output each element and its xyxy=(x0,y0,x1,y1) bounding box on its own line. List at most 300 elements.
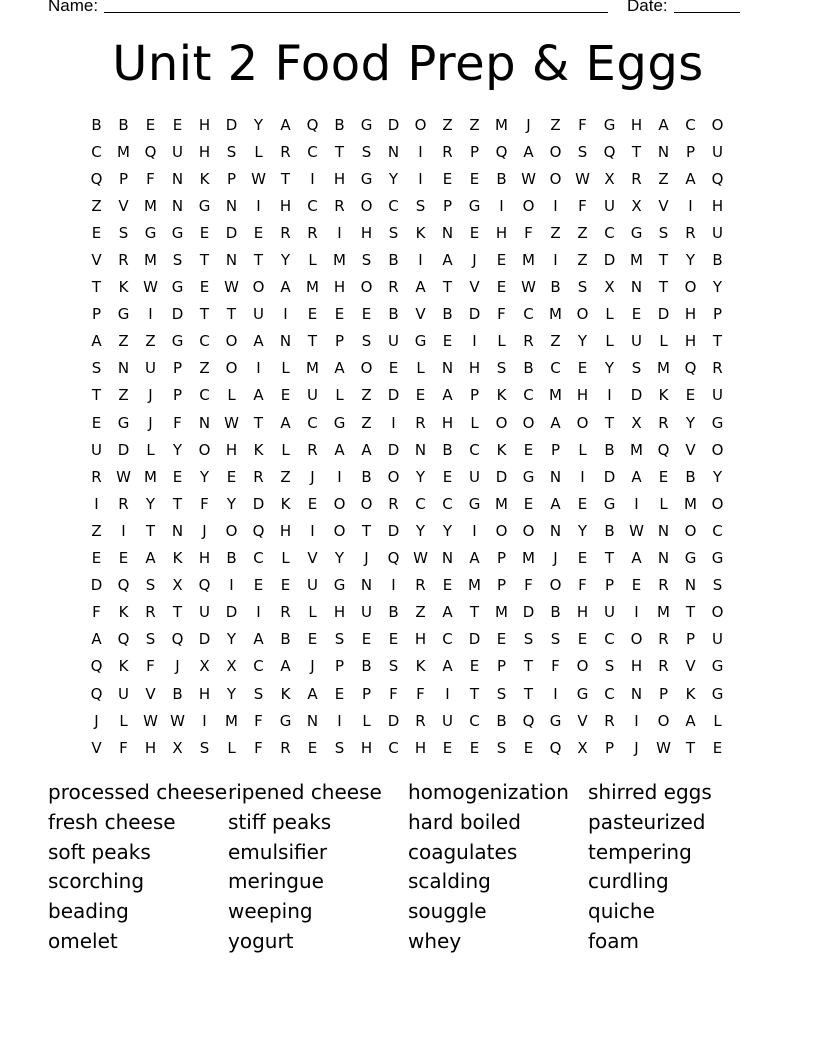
grid-letter: A xyxy=(253,386,264,405)
word-bank-item: meringue xyxy=(228,869,324,894)
grid-letter: D xyxy=(225,223,238,242)
grid-letter: I xyxy=(418,142,423,161)
grid-letter: B xyxy=(361,467,372,486)
word-bank-item: foam xyxy=(588,928,640,953)
grid-letter: E xyxy=(496,630,507,649)
grid-row xyxy=(83,436,731,463)
grid-letter: R xyxy=(604,711,615,730)
grid-letter: F xyxy=(92,603,101,622)
grid-letter: G xyxy=(549,711,562,730)
grid-letter: U xyxy=(712,386,723,405)
grid-letter: P xyxy=(604,738,615,757)
grid-letter: R xyxy=(658,413,669,432)
grid-letter: T xyxy=(685,738,696,757)
grid-letter: G xyxy=(684,549,697,568)
grid-letter: Q xyxy=(117,630,130,649)
grid-letter: L xyxy=(659,494,668,513)
grid-letter: E xyxy=(226,467,237,486)
grid-letter: I xyxy=(256,359,261,378)
grid-letter: F xyxy=(578,576,587,595)
grid-letter: O xyxy=(198,440,211,459)
grid-letter: C xyxy=(307,142,318,161)
grid-letter: L xyxy=(713,711,722,730)
grid-letter: E xyxy=(334,305,345,324)
grid-letter: C xyxy=(199,332,210,351)
grid-letter: B xyxy=(712,251,723,270)
grid-letter: P xyxy=(604,576,615,595)
grid-letter: A xyxy=(631,549,642,568)
grid-letter: O xyxy=(333,521,346,540)
grid-letter: B xyxy=(442,440,453,459)
word-bank-item: fresh cheese xyxy=(48,809,176,834)
grid-letter: B xyxy=(388,251,399,270)
grid-letter: O xyxy=(495,413,508,432)
grid-letter: R xyxy=(523,332,534,351)
grid-letter: G xyxy=(711,549,724,568)
grid-letter: O xyxy=(252,278,265,297)
grid-letter: F xyxy=(119,738,128,757)
grid-letter: L xyxy=(659,332,668,351)
grid-letter: S xyxy=(604,657,615,676)
grid-letter: F xyxy=(524,223,533,242)
grid-letter: F xyxy=(416,684,425,703)
grid-letter: P xyxy=(712,305,723,324)
grid-letter: V xyxy=(658,196,669,215)
grid-letter: Q xyxy=(252,521,265,540)
grid-letter: R xyxy=(388,494,399,513)
grid-letter: G xyxy=(468,196,481,215)
grid-letter: A xyxy=(253,332,264,351)
grid-letter: H xyxy=(684,332,697,351)
grid-letter: T xyxy=(145,521,156,540)
grid-letter: R xyxy=(388,278,399,297)
grid-letter: O xyxy=(333,494,346,513)
grid-letter: Z xyxy=(91,196,102,215)
word-bank-item: omelet xyxy=(48,928,118,953)
grid-letter: P xyxy=(172,359,183,378)
grid-letter: M xyxy=(495,115,508,134)
grid-letter: L xyxy=(227,386,236,405)
grid-letter: J xyxy=(364,549,369,568)
grid-letter: Q xyxy=(171,630,184,649)
grid-letter: C xyxy=(604,223,615,242)
grid-letter: M xyxy=(495,494,508,513)
grid-letter: J xyxy=(310,657,315,676)
grid-letter: W xyxy=(224,278,239,297)
grid-letter: U xyxy=(145,359,156,378)
grid-letter: D xyxy=(468,305,481,324)
name-blank-line xyxy=(104,12,608,13)
grid-letter: C xyxy=(550,359,561,378)
grid-letter: O xyxy=(225,359,238,378)
grid-letter: E xyxy=(361,630,372,649)
grid-letter: J xyxy=(553,549,558,568)
grid-letter: Z xyxy=(361,386,372,405)
grid-letter: I xyxy=(283,305,288,324)
grid-letter: S xyxy=(145,576,156,595)
grid-letter: D xyxy=(252,494,265,513)
grid-letter: D xyxy=(495,467,508,486)
grid-letter: B xyxy=(604,521,615,540)
grid-letter: E xyxy=(442,332,453,351)
grid-letter: L xyxy=(605,305,614,324)
grid-letter: P xyxy=(496,576,507,595)
grid-row xyxy=(83,517,731,544)
grid-letter: I xyxy=(634,603,639,622)
grid-row xyxy=(83,545,731,572)
grid-letter: S xyxy=(334,630,345,649)
grid-letter: K xyxy=(280,494,291,513)
grid-letter: E xyxy=(577,359,588,378)
grid-letter: D xyxy=(171,305,184,324)
grid-letter: O xyxy=(576,657,589,676)
grid-letter: R xyxy=(91,467,102,486)
grid-letter: G xyxy=(576,684,589,703)
grid-letter: X xyxy=(631,413,642,432)
grid-letter: Y xyxy=(334,549,345,568)
grid-letter: S xyxy=(361,332,372,351)
grid-letter: G xyxy=(360,169,373,188)
grid-letter: C xyxy=(253,657,264,676)
grid-letter: R xyxy=(253,467,264,486)
grid-letter: L xyxy=(227,738,236,757)
grid-row xyxy=(83,382,731,409)
grid-letter: H xyxy=(414,738,427,757)
grid-letter: G xyxy=(171,278,184,297)
grid-letter: K xyxy=(415,223,426,242)
grid-letter: B xyxy=(442,305,453,324)
grid-letter: D xyxy=(603,251,616,270)
grid-letter: Q xyxy=(657,440,670,459)
grid-letter: S xyxy=(334,738,345,757)
grid-row xyxy=(83,219,731,246)
grid-letter: Z xyxy=(280,467,291,486)
grid-letter: B xyxy=(334,115,345,134)
word-bank xyxy=(48,778,788,957)
grid-letter: H xyxy=(144,738,157,757)
grid-letter: H xyxy=(198,684,211,703)
grid-row xyxy=(83,680,731,707)
grid-letter: C xyxy=(523,305,534,324)
grid-letter: O xyxy=(495,521,508,540)
grid-letter: Q xyxy=(306,115,319,134)
grid-letter: K xyxy=(172,549,183,568)
grid-letter: B xyxy=(496,169,507,188)
grid-letter: T xyxy=(280,169,291,188)
grid-letter: S xyxy=(145,630,156,649)
grid-letter: Z xyxy=(361,413,372,432)
grid-letter: R xyxy=(334,196,345,215)
grid-letter: R xyxy=(280,223,291,242)
grid-row xyxy=(83,490,731,517)
grid-letter: S xyxy=(577,278,588,297)
grid-letter: T xyxy=(604,549,615,568)
grid-letter: V xyxy=(577,711,588,730)
grid-letter: W xyxy=(656,738,671,757)
grid-letter: R xyxy=(280,142,291,161)
grid-letter: U xyxy=(253,305,264,324)
grid-letter: R xyxy=(442,142,453,161)
grid-letter: W xyxy=(575,169,590,188)
grid-letter: B xyxy=(388,603,399,622)
grid-letter: C xyxy=(388,738,399,757)
grid-letter: H xyxy=(468,359,481,378)
grid-letter: P xyxy=(469,142,480,161)
grid-letter: S xyxy=(361,142,372,161)
grid-letter: G xyxy=(279,711,292,730)
grid-letter: X xyxy=(172,576,183,595)
grid-letter: O xyxy=(522,196,535,215)
grid-letter: C xyxy=(604,630,615,649)
grid-letter: L xyxy=(335,386,344,405)
grid-letter: C xyxy=(199,386,210,405)
grid-letter: G xyxy=(603,494,616,513)
grid-letter: Y xyxy=(226,630,237,649)
grid-letter: D xyxy=(225,115,238,134)
grid-letter: H xyxy=(198,115,211,134)
grid-letter: Z xyxy=(550,332,561,351)
grid-letter: L xyxy=(605,332,614,351)
grid-letter: Y xyxy=(199,467,210,486)
grid-letter: F xyxy=(578,196,587,215)
grid-letter: Y xyxy=(415,467,426,486)
grid-letter: H xyxy=(630,657,643,676)
grid-letter: A xyxy=(631,467,642,486)
grid-letter: C xyxy=(469,711,480,730)
grid-letter: X xyxy=(604,278,615,297)
grid-letter: H xyxy=(279,196,292,215)
grid-letter: O xyxy=(711,494,724,513)
grid-letter: S xyxy=(388,223,399,242)
grid-letter: O xyxy=(549,169,562,188)
grid-letter: I xyxy=(580,467,585,486)
grid-letter: D xyxy=(387,711,400,730)
grid-letter: S xyxy=(91,359,102,378)
grid-letter: O xyxy=(522,413,535,432)
grid-letter: Q xyxy=(387,549,400,568)
grid-letter: O xyxy=(549,142,562,161)
grid-letter: G xyxy=(171,332,184,351)
grid-letter: C xyxy=(307,413,318,432)
grid-letter: K xyxy=(496,386,507,405)
grid-letter: E xyxy=(469,169,480,188)
grid-letter: E xyxy=(469,657,480,676)
grid-letter: N xyxy=(414,440,427,459)
grid-row xyxy=(83,626,731,653)
grid-letter: A xyxy=(523,142,534,161)
grid-letter: N xyxy=(171,169,184,188)
grid-letter: G xyxy=(117,305,130,324)
grid-letter: D xyxy=(630,386,643,405)
grid-letter: X xyxy=(631,196,642,215)
grid-letter: T xyxy=(658,251,669,270)
grid-letter: W xyxy=(116,467,131,486)
grid-letter: K xyxy=(280,684,291,703)
grid-letter: E xyxy=(280,576,291,595)
grid-letter: W xyxy=(413,549,428,568)
grid-letter: E xyxy=(253,576,264,595)
grid-letter: T xyxy=(307,332,318,351)
grid-letter: C xyxy=(469,440,480,459)
grid-row xyxy=(83,274,731,301)
grid-letter: K xyxy=(253,440,264,459)
grid-letter: Y xyxy=(415,521,426,540)
grid-letter: Q xyxy=(90,684,103,703)
grid-letter: A xyxy=(280,657,291,676)
grid-letter: R xyxy=(307,223,318,242)
grid-letter: U xyxy=(307,386,318,405)
grid-letter: O xyxy=(360,278,373,297)
grid-letter: V xyxy=(415,305,426,324)
grid-letter: N xyxy=(225,196,238,215)
grid-letter: X xyxy=(604,169,615,188)
grid-letter: J xyxy=(634,738,639,757)
grid-letter: L xyxy=(281,359,290,378)
grid-letter: U xyxy=(91,440,102,459)
grid-letter: E xyxy=(253,223,264,242)
grid-letter: A xyxy=(685,711,696,730)
grid-row xyxy=(83,572,731,599)
grid-letter: T xyxy=(631,142,642,161)
grid-letter: U xyxy=(604,603,615,622)
grid-letter: I xyxy=(229,576,234,595)
grid-letter: S xyxy=(577,142,588,161)
grid-letter: E xyxy=(469,223,480,242)
grid-letter: E xyxy=(199,278,210,297)
grid-letter: W xyxy=(521,278,536,297)
grid-letter: S xyxy=(523,630,534,649)
grid-letter: Z xyxy=(145,332,156,351)
grid-letter: G xyxy=(333,576,346,595)
grid-letter: F xyxy=(146,657,155,676)
grid-letter: E xyxy=(442,169,453,188)
grid-letter: Z xyxy=(91,521,102,540)
grid-letter: S xyxy=(388,657,399,676)
grid-letter: V xyxy=(307,549,318,568)
grid-letter: Z xyxy=(550,115,561,134)
grid-letter: H xyxy=(360,223,373,242)
grid-letter: Z xyxy=(469,115,480,134)
grid-letter: C xyxy=(253,549,264,568)
grid-letter: R xyxy=(280,603,291,622)
grid-letter: L xyxy=(119,711,128,730)
grid-letter: N xyxy=(387,142,400,161)
word-bank-item: souggle xyxy=(408,899,487,924)
word-bank-item: shirred eggs xyxy=(588,780,712,804)
grid-letter: Y xyxy=(685,251,696,270)
grid-letter: H xyxy=(279,521,292,540)
grid-letter: O xyxy=(684,278,697,297)
grid-letter: C xyxy=(442,494,453,513)
grid-letter: P xyxy=(172,386,183,405)
grid-letter: N xyxy=(171,521,184,540)
grid-letter: I xyxy=(310,169,315,188)
grid-letter: C xyxy=(415,494,426,513)
grid-letter: A xyxy=(280,115,291,134)
grid-letter: B xyxy=(226,549,237,568)
grid-letter: U xyxy=(712,223,723,242)
grid-letter: B xyxy=(172,684,183,703)
grid-letter: Y xyxy=(604,359,615,378)
grid-letter: I xyxy=(337,223,342,242)
grid-letter: E xyxy=(307,494,318,513)
grid-letter: L xyxy=(146,440,155,459)
grid-letter: I xyxy=(418,169,423,188)
grid-letter: Q xyxy=(198,576,211,595)
grid-letter: O xyxy=(711,603,724,622)
grid-letter: K xyxy=(496,440,507,459)
grid-letter: E xyxy=(388,359,399,378)
grid-letter: I xyxy=(607,386,612,405)
word-bank-item: yogurt xyxy=(228,928,294,953)
grid-letter: I xyxy=(634,711,639,730)
grid-letter: N xyxy=(306,711,319,730)
grid-letter: Y xyxy=(388,169,399,188)
grid-letter: H xyxy=(684,305,697,324)
grid-letter: Z xyxy=(577,223,588,242)
grid-letter: A xyxy=(550,494,561,513)
grid-letter: N xyxy=(630,684,643,703)
grid-row xyxy=(83,192,731,219)
grid-letter: J xyxy=(472,251,477,270)
grid-letter: B xyxy=(118,115,129,134)
header xyxy=(0,0,816,20)
grid-letter: A xyxy=(361,440,372,459)
grid-letter: W xyxy=(251,169,266,188)
word-bank-item: ripened cheese xyxy=(228,780,382,804)
grid-letter: Q xyxy=(684,359,697,378)
grid-letter: S xyxy=(496,684,507,703)
grid-letter: E xyxy=(442,738,453,757)
grid-letter: R xyxy=(658,657,669,676)
grid-letter: X xyxy=(199,657,210,676)
grid-letter: A xyxy=(280,278,291,297)
grid-letter: V xyxy=(469,278,480,297)
grid-letter: M xyxy=(117,142,130,161)
grid-letter: G xyxy=(198,196,211,215)
grid-letter: T xyxy=(199,305,210,324)
grid-letter: K xyxy=(658,386,669,405)
grid-letter: T xyxy=(442,278,453,297)
grid-letter: R xyxy=(118,251,129,270)
grid-letter: K xyxy=(118,657,129,676)
grid-letter: E xyxy=(577,494,588,513)
grid-letter: L xyxy=(470,413,479,432)
grid-letter: D xyxy=(657,305,670,324)
grid-letter: G xyxy=(711,657,724,676)
grid-letter: A xyxy=(91,332,102,351)
grid-letter: L xyxy=(362,711,371,730)
grid-row xyxy=(83,734,731,761)
grid-letter: I xyxy=(202,711,207,730)
grid-letter: M xyxy=(549,386,562,405)
grid-letter: P xyxy=(334,657,345,676)
grid-letter: E xyxy=(415,386,426,405)
grid-letter: H xyxy=(360,738,373,757)
grid-letter: R xyxy=(631,169,642,188)
grid-letter: N xyxy=(117,359,130,378)
grid-letter: A xyxy=(442,251,453,270)
grid-letter: N xyxy=(279,332,292,351)
grid-letter: A xyxy=(334,440,345,459)
grid-letter: E xyxy=(577,549,588,568)
grid-letter: P xyxy=(469,386,480,405)
grid-letter: W xyxy=(170,711,185,730)
grid-letter: M xyxy=(144,251,157,270)
grid-letter: I xyxy=(472,332,477,351)
grid-letter: R xyxy=(415,576,426,595)
grid-letter: F xyxy=(578,115,587,134)
